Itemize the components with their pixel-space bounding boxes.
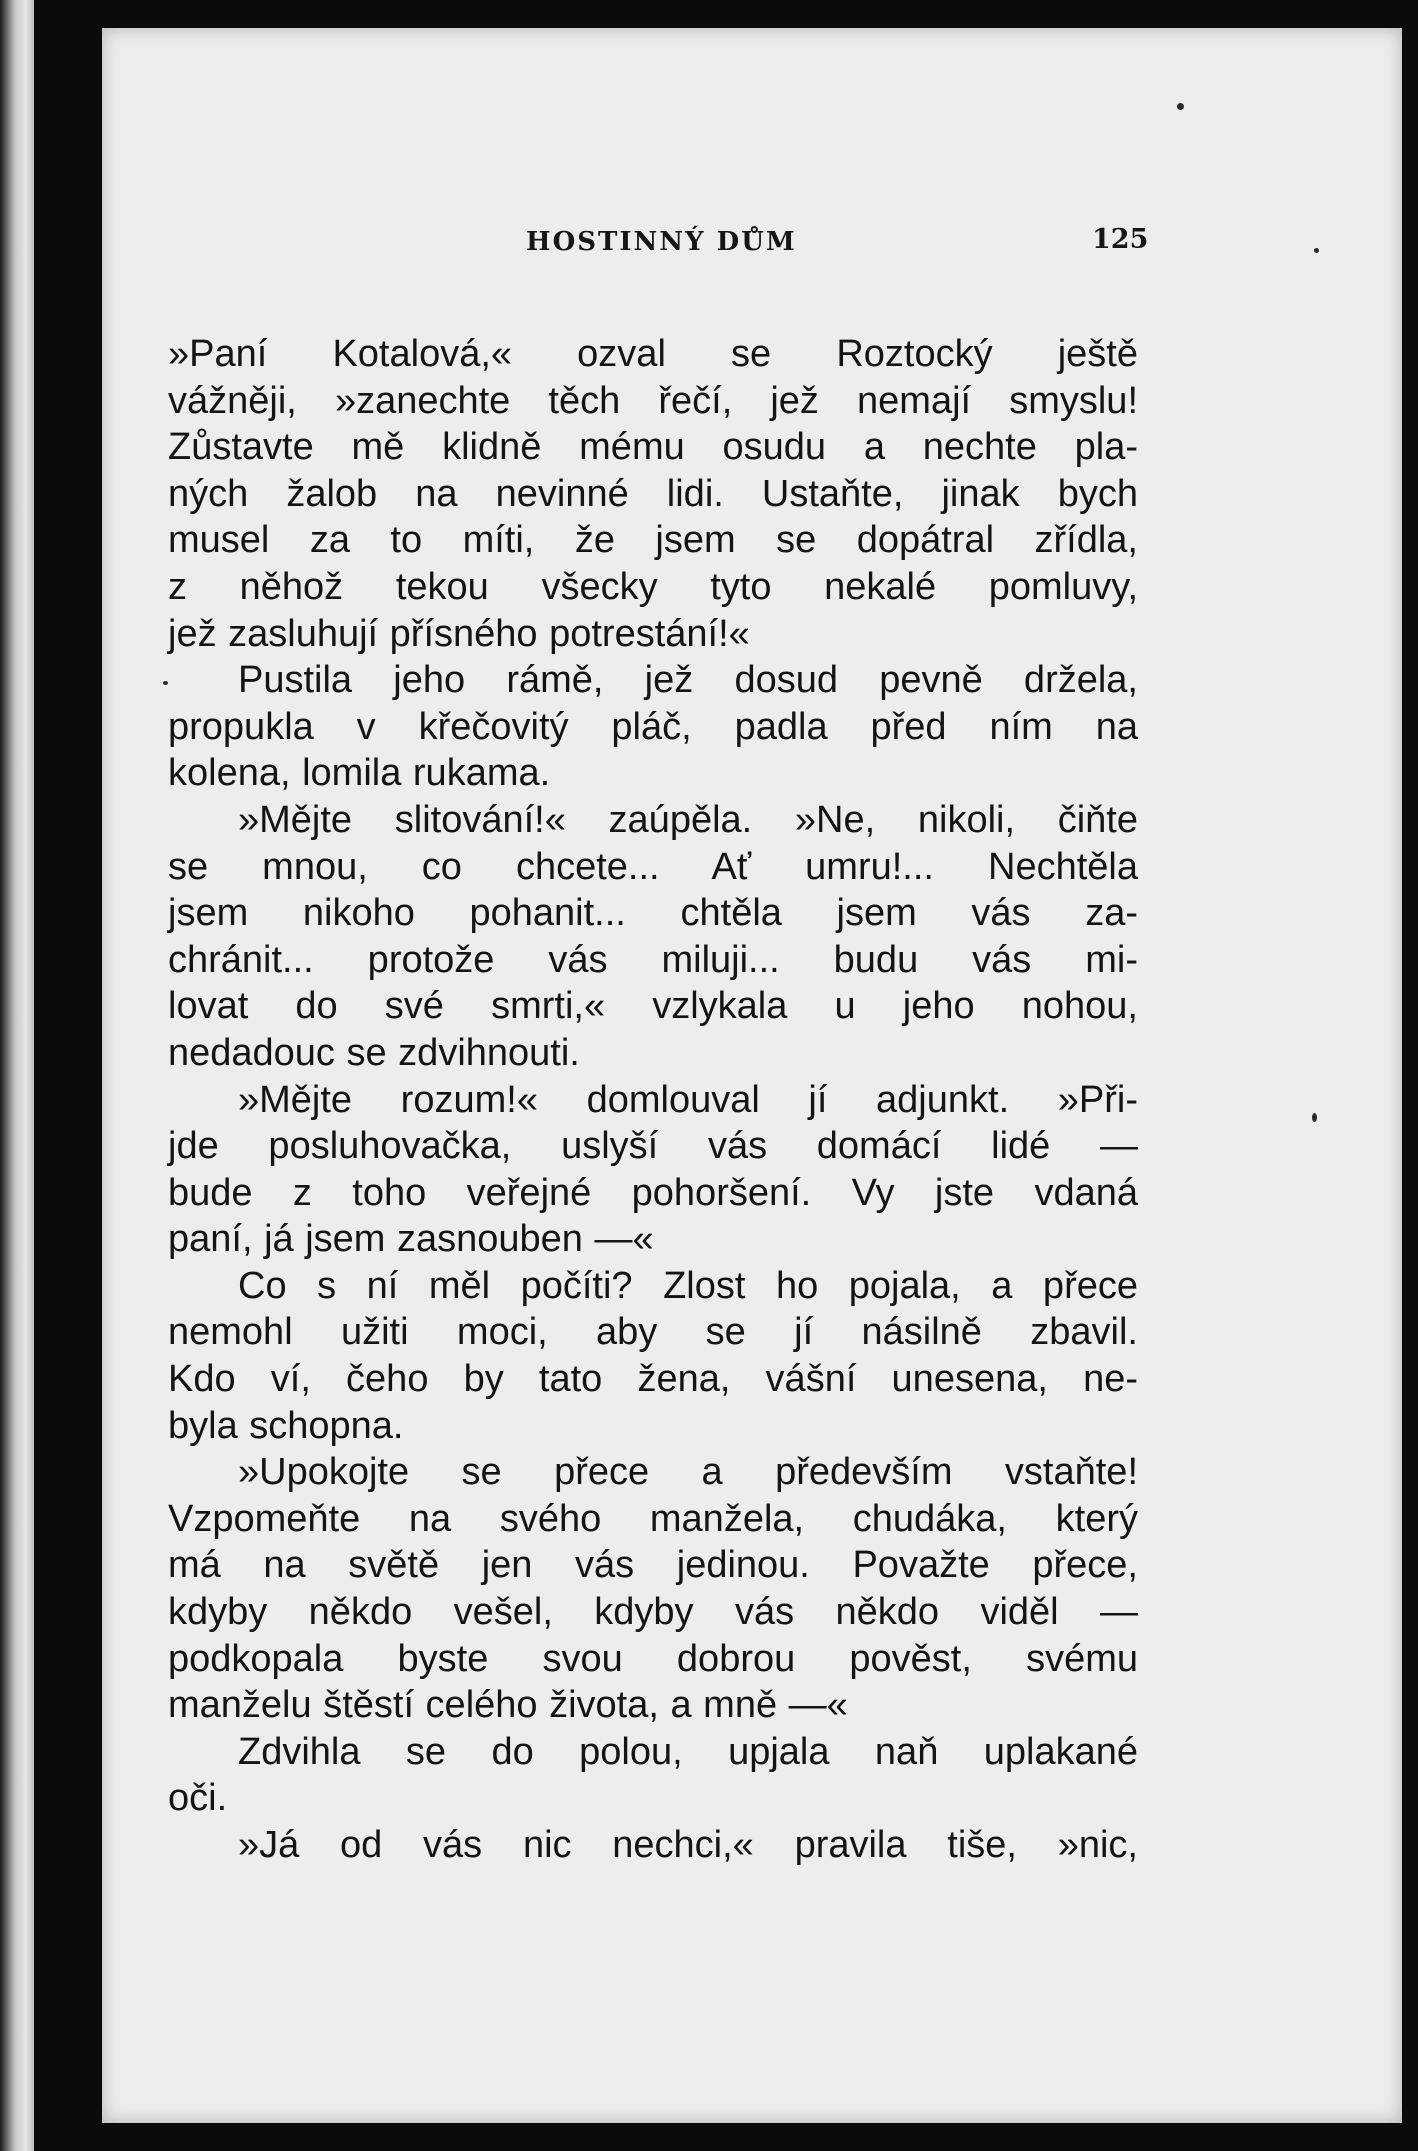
text-line: má na světě jen vás jedinou. Považte přece, bbox=[168, 1544, 1138, 1587]
text-line: byla schopna. bbox=[168, 1404, 404, 1447]
text-line: »Upokojte se přece a především vstaňte! bbox=[238, 1451, 1138, 1494]
text-line: oči. bbox=[168, 1777, 228, 1820]
paper-speck bbox=[1314, 248, 1319, 253]
running-title: HOSTINNÝ DŮM bbox=[526, 227, 797, 257]
text-line: nedadouc se zdvihnouti. bbox=[168, 1031, 580, 1074]
text-line: paní, já jsem zasnouben —« bbox=[168, 1218, 654, 1261]
text-line: »Paní Kotalová,« ozval se Roztocký ještě bbox=[168, 333, 1138, 375]
book-page bbox=[102, 28, 1402, 2123]
paper-speck bbox=[1177, 103, 1184, 110]
paper-speck bbox=[163, 681, 168, 685]
text-line: Zdvihla se do polou, upjala naň uplakané bbox=[238, 1730, 1138, 1773]
text-line: se mnou, co chcete... Ať umru!... Nechtěla bbox=[168, 845, 1138, 888]
text-line: podkopala byste svou dobrou pověst, svému bbox=[168, 1637, 1138, 1680]
text-line: manželu štěstí celého života, a mně —« bbox=[168, 1684, 848, 1727]
body-text bbox=[168, 331, 1138, 1869]
text-line: vážněji, »zanechte těch řečí, jež nemají smyslu! bbox=[168, 379, 1138, 422]
text-line: »Já od vás nic nechci,« pravila tiše, »nic, bbox=[238, 1824, 1138, 1866]
text-line: Co s ní měl počíti? Zlost ho pojala, a přece bbox=[238, 1264, 1138, 1307]
text-line: nemohl užiti moci, aby se jí násilně zbavil. bbox=[168, 1311, 1138, 1354]
text-line: Pustila jeho rámě, jež dosud pevně držela, bbox=[238, 659, 1138, 702]
paper-speck bbox=[1312, 1113, 1317, 1122]
text-line: ných žalob na nevinné lidi. Ustaňte, jinak bych bbox=[168, 472, 1138, 515]
text-line: kolena, lomila rukama. bbox=[168, 752, 551, 795]
text-line: chránit... protože vás miluji... budu vás mi- bbox=[168, 938, 1138, 981]
text-line: propukla v křečovitý pláč, padla před ním na bbox=[168, 705, 1138, 748]
text-line: Vzpomeňte na svého manžela, chudáka, který bbox=[168, 1497, 1138, 1540]
text-line: jež zasluhují přísného potrestání!« bbox=[168, 612, 750, 655]
text-line: z něhož tekou všecky tyto nekalé pomluvy, bbox=[168, 565, 1138, 608]
page-number: 125 bbox=[1092, 224, 1149, 255]
text-line: »Mějte rozum!« domlouval jí adjunkt. »Při- bbox=[238, 1078, 1138, 1121]
text-line: lovat do své smrti,« vzlykala u jeho nohou, bbox=[168, 985, 1138, 1028]
text-line: musel za to míti, že jsem se dopátral zřídla, bbox=[168, 519, 1138, 562]
text-line: bude z toho veřejné pohoršení. Vy jste vdaná bbox=[168, 1171, 1138, 1214]
text-line: kdyby někdo vešel, kdyby vás někdo viděl — bbox=[168, 1591, 1138, 1634]
text-line: Zůstavte mě klidně mému osudu a nechte pla- bbox=[168, 426, 1138, 469]
adjacent-page-edge bbox=[0, 0, 34, 2151]
text-line: jsem nikoho pohanit... chtěla jsem vás za- bbox=[168, 892, 1138, 935]
text-line: jde posluhovačka, uslyší vás domácí lidé — bbox=[168, 1125, 1138, 1168]
text-line: Kdo ví, čeho by tato žena, vášní unesena, ne- bbox=[168, 1358, 1138, 1401]
text-line: »Mějte slitování!« zaúpěla. »Ne, nikoli, čiňte bbox=[238, 798, 1138, 841]
